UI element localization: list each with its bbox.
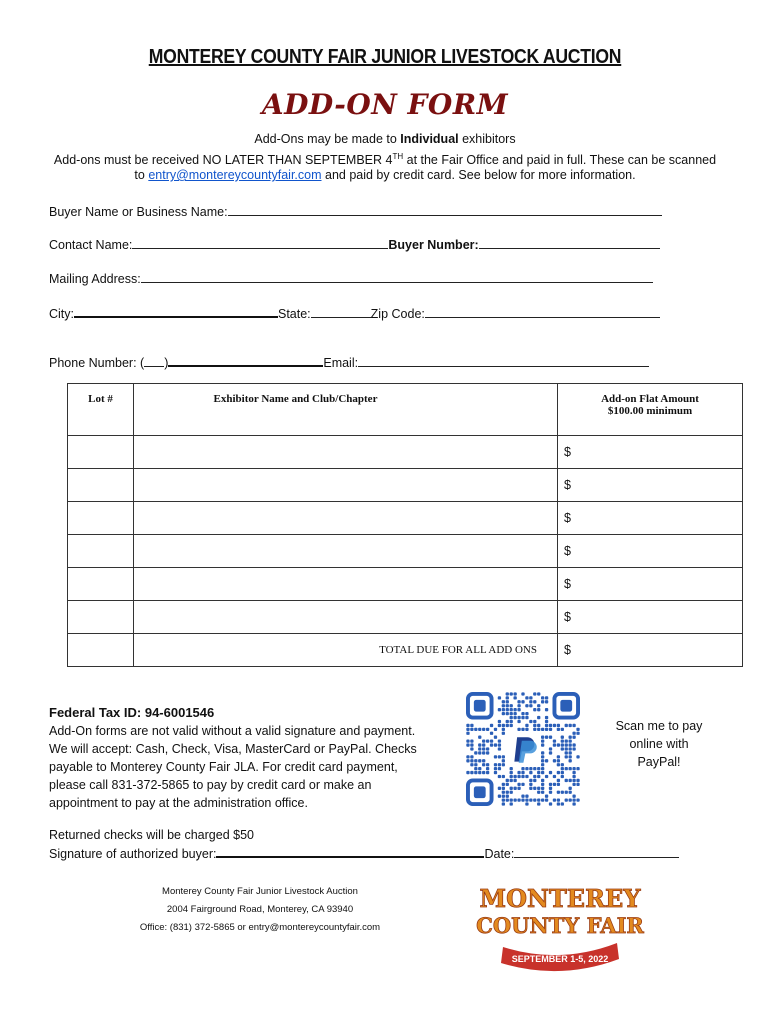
scan-line: Scan me to pay <box>615 719 703 733</box>
table-row <box>68 502 743 535</box>
lot-cell <box>68 634 134 667</box>
exhibitor-cell[interactable] <box>134 502 558 535</box>
total-amount-cell[interactable]: $ <box>558 634 743 667</box>
page-title: MONTEREY COUNTY FAIR JUNIOR LIVESTOCK AUCTION <box>148 46 622 68</box>
contact-name-field[interactable] <box>132 236 388 249</box>
scan-line: online with <box>629 737 689 751</box>
area-code-field[interactable] <box>144 354 164 367</box>
scan-line: PayPal! <box>637 755 681 769</box>
lot-cell[interactable] <box>68 601 134 634</box>
tax-text-line: appointment to pay at the administration office. <box>49 796 308 810</box>
intro-line-3 <box>0 166 770 184</box>
mailing-address-label: Mailing Address: <box>49 272 141 286</box>
buyer-number-label: Buyer Number: <box>388 238 479 252</box>
col-amount-label-1: Add-on Flat Amount <box>601 393 699 405</box>
tax-text-line: payable to Monterey County Fair JLA. For credit card payment, <box>49 760 398 774</box>
amount-cell[interactable]: $ <box>558 469 743 502</box>
lot-cell[interactable] <box>68 568 134 601</box>
amount-cell[interactable]: $ <box>558 601 743 634</box>
amount-cell[interactable]: $ <box>558 535 743 568</box>
total-label: TOTAL DUE FOR ALL ADD ONS <box>134 634 558 667</box>
intro-text: to <box>134 168 149 182</box>
intro-text: and paid by credit card. See below for more information. <box>321 168 636 182</box>
lot-cell[interactable] <box>68 436 134 469</box>
city-row <box>49 304 660 321</box>
amount-cell[interactable]: $ <box>558 436 743 469</box>
lot-cell[interactable] <box>68 502 134 535</box>
state-label: State: <box>278 307 311 321</box>
date-field[interactable] <box>514 845 679 858</box>
footer-org: Monterey County Fair Junior Livestock Auction <box>162 886 358 897</box>
mailing-row <box>49 270 653 286</box>
zip-field[interactable] <box>425 305 660 318</box>
buyer-name-row <box>49 203 662 219</box>
zip-label: Zip Code: <box>370 307 425 321</box>
signature-block <box>49 826 679 863</box>
phone-label: Phone Number: ( <box>49 356 145 370</box>
signature-label: Signature of authorized buyer: <box>49 847 217 861</box>
buyer-name-label: Buyer Name or Business Name: <box>49 205 228 219</box>
logo-line-2: COUNTY FAIR <box>476 913 644 938</box>
amount-cell[interactable]: $ <box>558 568 743 601</box>
tax-info-block <box>49 704 449 812</box>
federal-tax-id: Federal Tax ID: 94-6001546 <box>49 705 215 720</box>
tax-text-line: please call 831-372-5865 to pay by credit card or make an <box>49 778 372 792</box>
footer-contact: Office: (831) 372-5865 or entry@montereycountyfair.com <box>139 922 381 933</box>
exhibitor-cell[interactable] <box>134 601 558 634</box>
phone-paren: ) <box>164 356 169 370</box>
logo-ribbon-text: SEPTEMBER 1-5, 2022 <box>511 954 609 964</box>
returned-checks-note: Returned checks will be charged $50 <box>49 828 254 842</box>
table-row <box>68 601 743 634</box>
superscript: TH <box>392 152 404 161</box>
paypal-qr-code-icon[interactable] <box>466 692 580 806</box>
col-lot-header: Lot # <box>68 384 134 436</box>
table-row <box>68 535 743 568</box>
buyer-number-field[interactable] <box>479 236 660 249</box>
tax-text-line: We will accept: Cash, Check, Visa, MasterCard or PayPal. Checks <box>49 742 417 756</box>
phone-field[interactable] <box>168 353 323 367</box>
total-row <box>68 634 743 667</box>
table-row <box>68 568 743 601</box>
exhibitor-cell[interactable] <box>134 568 558 601</box>
scan-to-pay-text <box>600 717 718 771</box>
table-header-row <box>68 384 743 436</box>
signature-field[interactable] <box>216 844 484 858</box>
footer-address: 2004 Fairground Road, Monterey, CA 93940 <box>166 904 354 915</box>
col-exhibitor-header <box>134 384 558 436</box>
lots-table <box>67 383 743 667</box>
col-amount-label-2: $100.00 minimum <box>607 405 693 417</box>
exhibitor-cell[interactable] <box>134 535 558 568</box>
email-link[interactable]: entry@montereycountyfair.com <box>148 168 322 182</box>
email-label: Email: <box>323 356 359 370</box>
logo-line-1: MONTEREY <box>479 884 641 913</box>
intro-text: at the Fair Office and paid in full. These can be scanned <box>403 153 717 168</box>
city-field[interactable] <box>74 304 278 318</box>
table-row <box>68 469 743 502</box>
contact-row <box>49 236 660 252</box>
mailing-address-field[interactable] <box>141 270 653 283</box>
intro-text: Add-Ons may be made to <box>254 132 401 146</box>
exhibitor-cell[interactable] <box>134 436 558 469</box>
amount-cell[interactable]: $ <box>558 502 743 535</box>
lot-cell[interactable] <box>68 535 134 568</box>
intro-text: exhibitors <box>458 132 516 146</box>
intro-bold-text: Individual <box>400 132 459 146</box>
contact-name-label: Contact Name: <box>49 238 133 252</box>
phone-row <box>49 353 649 370</box>
date-label: Date: <box>484 847 515 861</box>
lot-cell[interactable] <box>68 469 134 502</box>
col-exhibitor-label: Exhibitor Name and Club/Chapter <box>213 393 378 405</box>
table-row <box>68 436 743 469</box>
email-field[interactable] <box>358 354 649 367</box>
intro-text: Add-ons must be received NO LATER THAN SEPTEMBER 4 <box>53 153 393 168</box>
city-label: City: <box>49 307 74 321</box>
intro-line-1 <box>0 130 770 148</box>
exhibitor-cell[interactable] <box>134 469 558 502</box>
signature-row <box>49 844 679 863</box>
state-field[interactable] <box>311 305 371 318</box>
col-amount-header <box>558 384 743 436</box>
tax-text-line: Add-On forms are not valid without a valid signature and payment. <box>49 724 416 738</box>
buyer-name-field[interactable] <box>228 203 662 216</box>
form-title: ADD-ON FORM <box>261 88 509 121</box>
monterey-county-fair-logo <box>476 875 644 983</box>
